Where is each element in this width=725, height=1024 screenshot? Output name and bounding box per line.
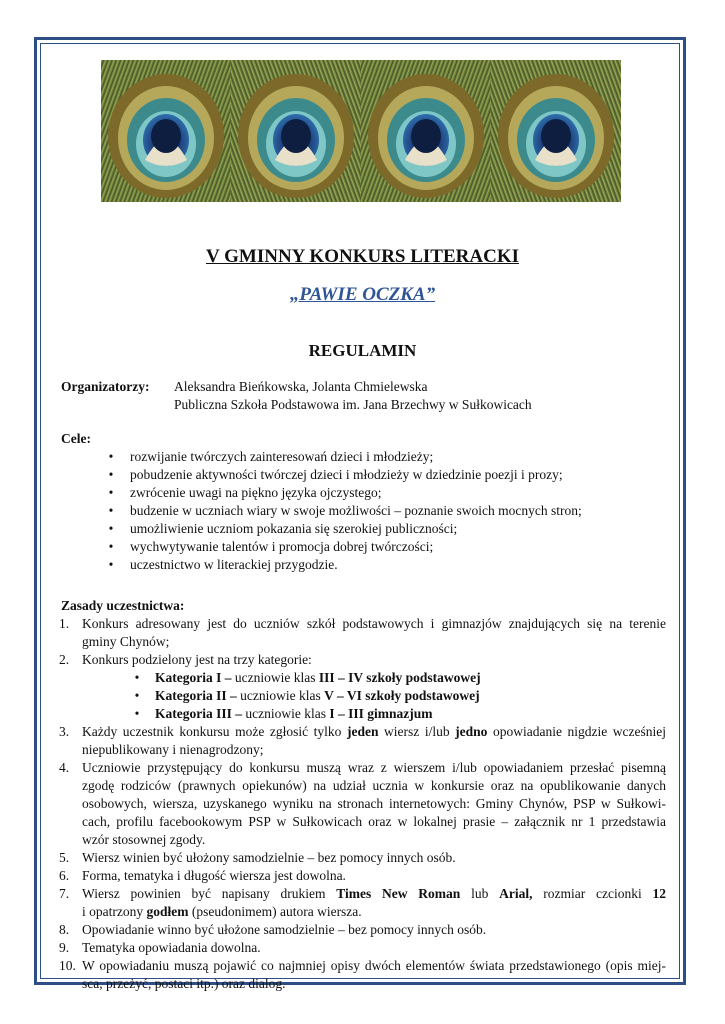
rule-item-10: 10. W opowiadaniu muszą pojawić co najmniej opisy dwóch elementów świata przedstawionego (opis miej- sca, przeżyć, postaci itp.) oraz dialog. [59, 958, 666, 991]
rule-item-5: 5. Wiersz winien być ułożony samodzielnie – bez pomocy innych osób. [59, 850, 456, 865]
rule-item-1: 1. Konkurs adresowany jest do uczniów szkół podstawowych i gimnazjów znajdujących się na terenie gminy Chynów; [59, 616, 666, 649]
feather-eye-3 [361, 60, 491, 202]
category-item: • Kategoria II – uczniowie klas V – VI szkoły podstawowej [82, 687, 666, 705]
feather-eye-2 [231, 60, 361, 202]
rule-item-4: 4. Uczniowie przystępujący do konkursu muszą wraz z wierszem i/lub opowiadaniem przesłać pisemną zgodę rodziców (prawnych opiekunów) na udział ucznia w konkursie oraz na opublikowanie danych osobowych, wiersza, uzyskanego wyniku na stronach internetowych: Gminy Chynów, PSP w Sułkowi- cach, profilu facebookowym PSP w Sułkowicach oraz w lokalnej prasie – załącznik nr 1 przedstawia wzór stosownej zgody. [59, 760, 666, 847]
goals-list [61, 448, 666, 574]
peacock-feather-banner [101, 60, 621, 202]
rule-item-2: 2. Konkurs podzielony jest na trzy kategorie: • Kategoria I – uczniowie klas III – IV szkoły podstawowej • Kategoria II – uczniowie klas V – VI szkoły podstawowej • Kategoria III – uczniowie klas I – III gimnazjum [61, 651, 666, 723]
goal-item: • umożliwienie uczniom pokazania się szerokiej publiczności; [61, 520, 666, 538]
rule-item-6: 6. Forma, tematyka i długość wiersza jest dowolna. [59, 868, 346, 883]
bullet-icon: • [108, 539, 114, 554]
regulations-heading: REGULAMIN [308, 341, 417, 360]
rule-item-9: 9. Tematyka opowiadania dowolna. [59, 940, 261, 955]
organizers-label: Organizatorzy: [61, 379, 150, 394]
bullet-icon: • [108, 557, 114, 572]
goal-item: • budzenie w uczniach wiary w swoje możliwości – poznanie swoich mocnych stron; [61, 502, 666, 520]
rule-item-7: 7. Wiersz powinien być napisany drukiem Times New Roman lub Arial, rozmiar czcionki 12 i opatrzony godłem (pseudonimem) autora wiersza. [59, 886, 666, 919]
goal-item: • wychwytywanie talentów i promocja dobrej twórczości; [61, 538, 666, 556]
rule-item-3: 3. Każdy uczestnik konkursu może zgłosić tylko jeden wiersz i/lub jedno opowiadanie nigdzie wcześniej niepublikowany i nienagrodzony; [59, 724, 666, 757]
bullet-icon: • [108, 467, 114, 482]
bullet-icon: • [108, 485, 114, 500]
feather-eye-1 [101, 60, 231, 202]
organizers-school: Publiczna Szkoła Podstawowa im. Jana Brzechwy w Sułkowicach [174, 397, 532, 412]
rules-section [61, 597, 666, 993]
goal-item: • zwrócenie uwagi na piękno języka ojczystego; [61, 484, 666, 502]
contest-subtitle: „PAWIE OCZKA” [289, 284, 436, 305]
categories-list [82, 669, 666, 723]
feather-eye-4 [491, 60, 621, 202]
bullet-icon: • [134, 670, 140, 685]
goals-label: Cele: [61, 431, 91, 446]
contest-title: V GMINNY KONKURS LITERACKI [205, 246, 519, 267]
goal-item: • rozwijanie twórczych zainteresowań dzieci i młodzieży; [61, 448, 666, 466]
rules-label: Zasady uczestnictwa: [61, 598, 185, 613]
bullet-icon: • [134, 706, 140, 721]
organizers-list [174, 378, 664, 414]
bullet-icon: • [134, 688, 140, 703]
bullet-icon: • [108, 503, 114, 518]
category-item: • Kategoria I – uczniowie klas III – IV szkoły podstawowej [82, 669, 666, 687]
goal-item: • uczestnictwo w literackiej przygodzie. [61, 556, 666, 574]
goal-item: • pobudzenie aktywności twórczej dzieci i młodzieży w dziedzinie poezji i prozy; [61, 466, 666, 484]
category-item: • Kategoria III – uczniowie klas I – III gimnazjum [82, 705, 666, 723]
goals-section [61, 430, 666, 574]
organizers-names: Aleksandra Bieńkowska, Jolanta Chmielewska [174, 379, 428, 394]
rules-list [61, 615, 666, 993]
bullet-icon: • [108, 449, 114, 464]
rule-item-8: 8. Opowiadanie winno być ułożone samodzielnie – bez pomocy innych osób. [59, 922, 487, 937]
bullet-icon: • [108, 521, 114, 536]
